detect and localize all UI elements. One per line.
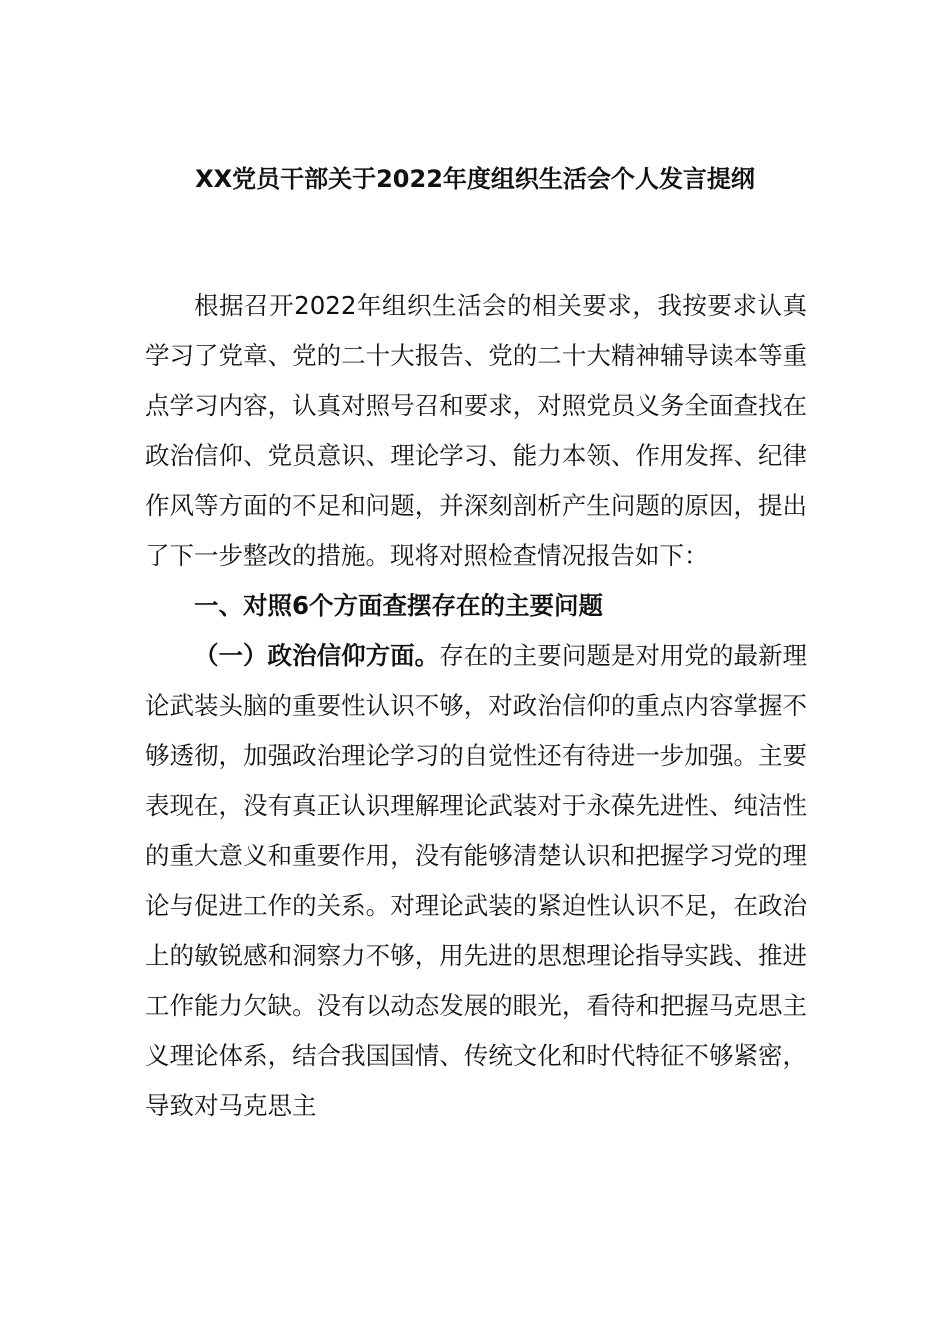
document-body: [145, 281, 807, 1131]
document-title: XX党员干部关于2022年度组织生活会个人发言提纲: [195, 165, 755, 193]
intro-paragraph: 根据召开2022年组织生活会的相关要求，我按要求认真学习了党章、党的二十大报告、党的二十大精神辅导读本等重点学习内容，认真对照号召和要求，对照党员义务全面查找在政治信仰、党员意识、理论学习、能力本领、作用发挥、纪律作风等方面的不足和问题，并深刻剖析产生问题的原因，提出了下一步整改的措施。现将对照检查情况报告如下：: [145, 291, 807, 570]
section-heading: 一、对照6个方面查摆存在的主要问题: [194, 591, 604, 620]
subsection-paragraph: [145, 631, 807, 1131]
subsection-heading: （一）政治信仰方面。: [194, 641, 440, 670]
subsection-body: 存在的主要问题是对用党的最新理论武装头脑的重要性认识不够，对政治信仰的重点内容掌握不够透彻，加强政治理论学习的自觉性还有待进一步加强。主要表现在，没有真正认识理解理论武装对于永葆先进性、纯洁性的重大意义和重要作用，没有能够清楚认识和把握学习党的理论与促进工作的关系。对理论武装的紧迫性认识不足，在政治上的敏锐感和洞察力不够，用先进的思想理论指导实践、推进工作能力欠缺。没有以动态发展的眼光，看待和把握马克思主义理论体系，结合我国国情、传统文化和时代特征不够紧密，导致对马克思主: [145, 641, 808, 1120]
